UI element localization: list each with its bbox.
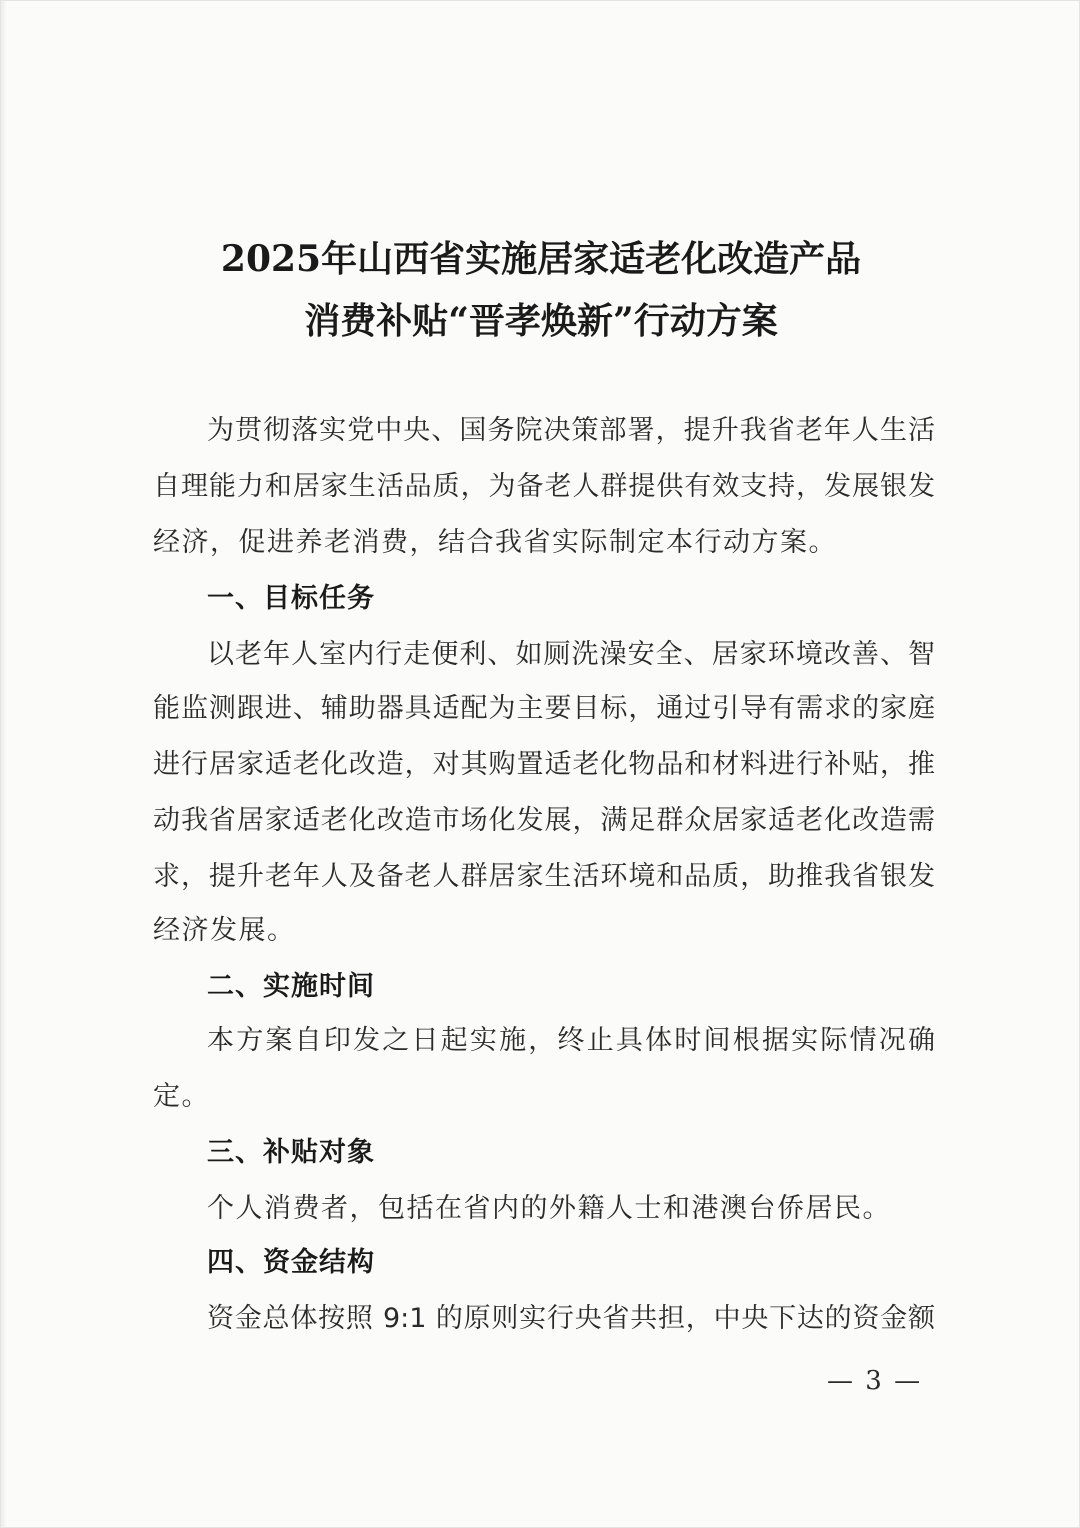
section-1-paragraph-line: 动我省居家适老化改造市场化发展，满足群众居家适老化改造需	[153, 805, 935, 836]
document-title-line-1: 2025年山西省实施居家适老化改造产品	[220, 238, 862, 280]
section-2-paragraph-line: 定。	[153, 1081, 210, 1112]
section-2-paragraph-line: 本方案自印发之日起实施，终止具体时间根据实际情况确	[207, 1025, 935, 1056]
section-1-paragraph-line: 进行居家适老化改造，对其购置适老化物品和材料进行补贴，推	[153, 749, 935, 780]
section-4-paragraph-line: 资金总体按照 9:1 的原则实行央省共担，中央下达的资金额	[207, 1303, 935, 1334]
intro-paragraph-line: 自理能力和居家生活品质，为备老人群提供有效支持，发展银发	[153, 471, 935, 502]
section-1-paragraph-line: 能监测跟进、辅助器具适配为主要目标，通过引导有需求的家庭	[153, 693, 935, 724]
page-number: — 3 —	[827, 1366, 923, 1396]
section-1-paragraph-line: 求，提升老年人及备老人群居家生活环境和品质，助推我省银发	[153, 861, 935, 892]
intro-paragraph-line: 经济，促进养老消费，结合我省实际制定本行动方案。	[153, 527, 837, 558]
section-3-paragraph-line: 个人消费者，包括在省内的外籍人士和港澳台侨居民。	[207, 1193, 891, 1224]
section-heading-timeline: 二、实施时间	[207, 971, 375, 1002]
section-heading-targets: 一、目标任务	[207, 583, 375, 614]
intro-paragraph-line: 为贯彻落实党中央、国务院决策部署，提升我省老年人生活	[207, 415, 935, 446]
section-heading-funding: 四、资金结构	[207, 1247, 375, 1278]
section-1-paragraph-line: 以老年人室内行走便利、如厕洗澡安全、居家环境改善、智	[207, 639, 935, 670]
section-heading-recipients: 三、补贴对象	[207, 1137, 375, 1168]
document-title-line-2: 消费补贴“晋孝焕新”行动方案	[304, 300, 778, 342]
section-1-paragraph-line: 经济发展。	[153, 915, 296, 946]
